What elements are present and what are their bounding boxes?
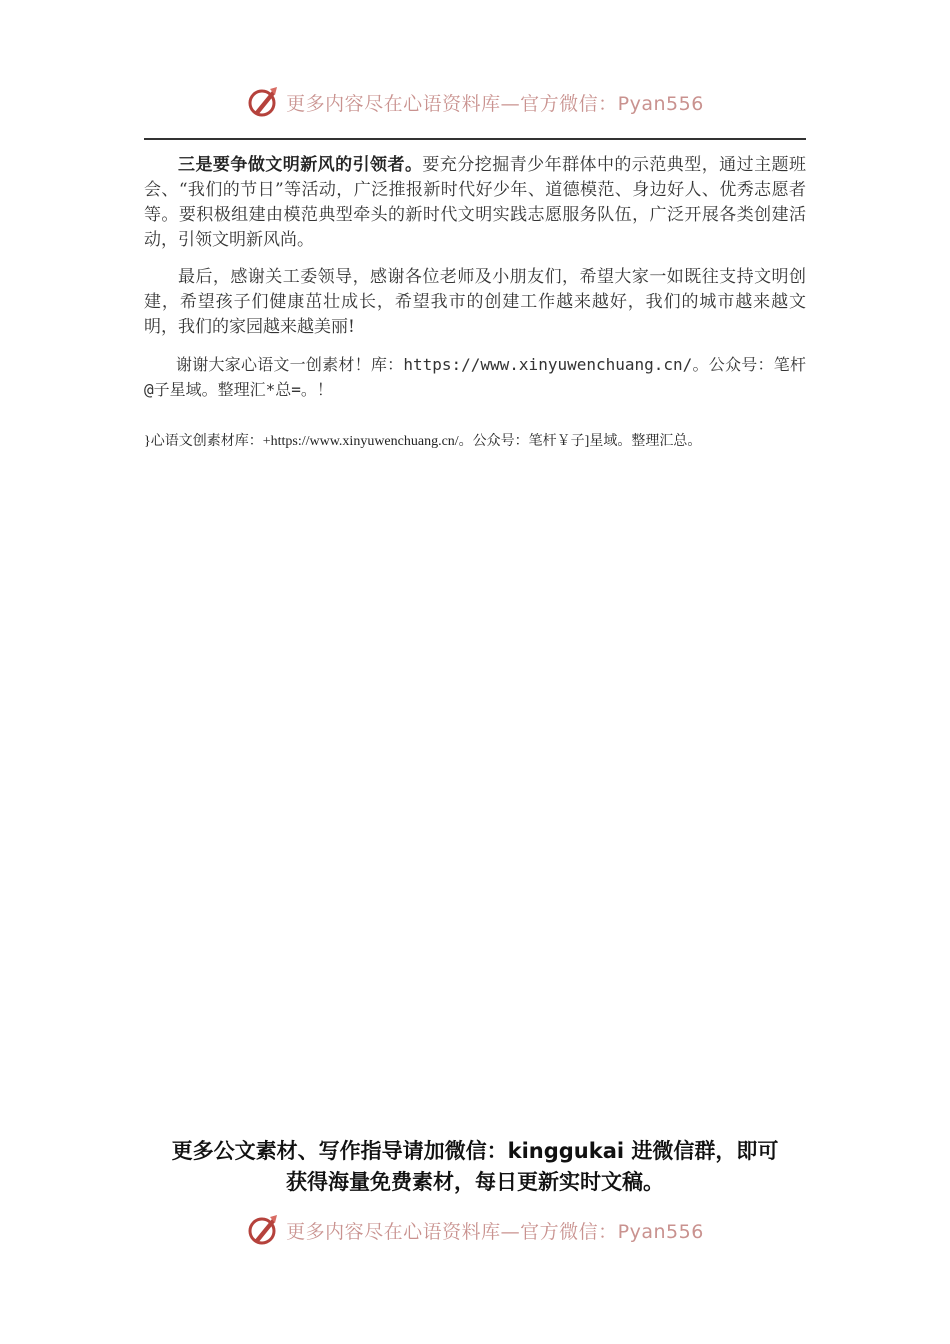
paragraph-3: 谢谢大家心语文一创素材！库：https://www.xinyuwenchuang.cn/。公众号：笔杆@子星域。整理汇*总=。！	[144, 355, 806, 399]
document-body	[144, 153, 806, 452]
header-rule	[144, 138, 806, 140]
banner-text: 更多内容尽在心语资料库—官方微信：Pyan556	[286, 92, 704, 115]
promo-block	[0, 1136, 950, 1198]
footnote-line: }心语文创素材库：+https://www.xinyuwenchuang.cn/。公众号：笔杆￥子]星域。整理汇总。	[144, 434, 702, 449]
quill-pen-logo-icon	[246, 85, 280, 119]
paragraph-1-lead: 三是要争做文明新风的引领者。	[178, 155, 423, 175]
paragraph-1	[144, 153, 806, 253]
header-banner	[0, 82, 950, 122]
quill-pen-logo-icon	[246, 1213, 280, 1247]
footer-banner	[0, 1210, 950, 1250]
paragraph-1-text: 要充分挖掘青少年群体中的示范典型，通过主题班会、“我们的节日”等活动，广泛推报新时代好少年、道德模范、身边好人、优秀志愿者等。要积极组建由模范典型牵头的新时代文明实践志愿服务队伍，广泛开展各类创建活动，引领文明新风尚。	[144, 155, 807, 250]
paragraph-2: 最后，感谢关工委领导，感谢各位老师及小朋友们，希望大家一如既往支持文明创建，希望孩子们健康茁壮成长，希望我市的创建工作越来越好，我们的城市越来越文明，我们的家园越来越美丽!	[144, 267, 806, 337]
promo-line-2: 获得海量免费素材，每日更新实时文稿。	[286, 1170, 664, 1194]
promo-line-1: 更多公文素材、写作指导请加微信：kinggukai 进微信群，即可	[171, 1139, 779, 1163]
banner-text: 更多内容尽在心语资料库—官方微信：Pyan556	[286, 1220, 704, 1243]
